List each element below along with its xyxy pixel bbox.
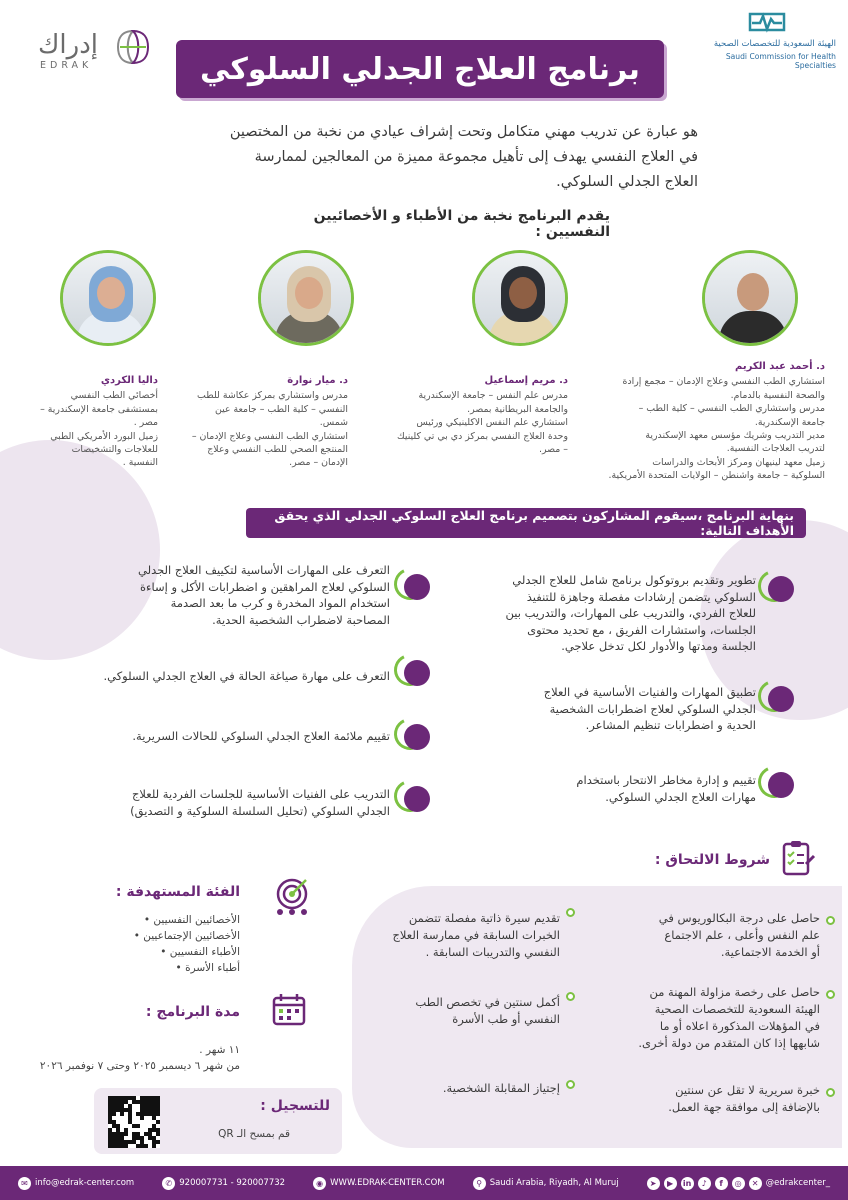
calendar-icon (270, 990, 310, 1030)
doctor-bio-line: الإدمان – مصر. (289, 457, 348, 469)
scfhs-name-en: Saudi Commission for Health Specialties (725, 52, 836, 70)
doctor-bio-line: للعلاجات والتشخيصات (71, 444, 158, 456)
linkedin-icon[interactable]: in (681, 1177, 694, 1190)
goal-item (40, 668, 390, 685)
condition-line: تقديم سيرة ذاتية مفصلة تتضمن (408, 911, 560, 925)
goal-bullet (768, 772, 794, 798)
presenters-heading: يقدم البرنامج نخبة من الأطباء و الأخصائيين النفسيين : (313, 208, 610, 240)
condition-item (590, 910, 820, 961)
doctor-bio-line: المنتجع الصحي للطب النفسي وعلاج (207, 444, 348, 456)
footer-address: ⚲ Saudi Arabia, Riyadh, Al Muruj (473, 1177, 619, 1190)
condition-line: أكمل سنتين في تخصص الطب (415, 995, 560, 1009)
footer-email[interactable]: ✉ info@edrak-center.com (18, 1177, 134, 1190)
clipboard-icon (778, 838, 818, 878)
doctor-card (190, 374, 348, 470)
doctor-bio-line: زميل البورد الأمريكي الطبي (50, 430, 158, 442)
goal-bullet (404, 574, 430, 600)
condition-item (376, 994, 560, 1028)
goal-line: السلوكي لعلاج المراهقين و اضطرابات الأكل و إساءة (140, 579, 390, 594)
condition-bullet (826, 990, 835, 999)
doctor-card (600, 360, 825, 483)
goal-item (60, 562, 390, 628)
goal-bullet (768, 686, 794, 712)
audience-item: أطباء الأسرة • (175, 962, 240, 974)
condition-line: شابهها إذا كان المتقدم من دولة أخرى. (638, 1036, 820, 1050)
goal-line: تطبيق المهارات والفنيات الأساسية في العلاج (543, 685, 756, 699)
telegram-icon[interactable]: ➤ (647, 1177, 660, 1190)
phone-icon: ✆ (162, 1177, 175, 1190)
doctor-name: داليا الكردي (100, 375, 158, 386)
registration-title: للتسجيل : (260, 1098, 330, 1114)
facebook-icon[interactable]: f (715, 1177, 728, 1190)
goal-line: تقييم ملائمة العلاج الجدلي السلوكي للحالات السريرية. (132, 729, 390, 743)
intro-line: العلاج الجدلي السلوكي. (556, 174, 698, 190)
doctor-photo (472, 250, 568, 346)
goal-item (476, 684, 756, 734)
qr-code[interactable] (108, 1096, 160, 1148)
goal-line: التدريب على الفنيات الأساسية للجلسات الفردية للعلاج (131, 787, 390, 801)
footer-social[interactable] (647, 1177, 830, 1190)
heartbeat-icon (746, 8, 788, 36)
duration-details (20, 1042, 240, 1074)
audience-item: الأخصائيين النفسيين • (143, 914, 240, 926)
target-audience-icon (270, 876, 314, 920)
duration-title: مدة البرنامج : (145, 1004, 240, 1020)
doctor-card (18, 374, 158, 470)
registration-text: قم بمسح الـ QR (218, 1128, 290, 1140)
goal-item (456, 572, 756, 655)
footer-bar (0, 1166, 848, 1200)
goal-line: السلوكي يتضمن إرشادات مفصلة وجاهزة للتنفيذ (526, 589, 756, 604)
condition-line: الهيئة السعودية للتخصصات الصحية (654, 1002, 820, 1016)
scfhs-logo (686, 8, 836, 70)
audience-list (100, 912, 240, 976)
condition-line: حاصل على درجة البكالوريوس في (658, 911, 820, 925)
scfhs-name-ar: الهيئة السعودية للتخصصات الصحية (713, 39, 836, 49)
doctor-card (392, 374, 568, 456)
doctor-bio-line: مصر . (133, 417, 158, 429)
admission-title: شروط الالتحاق : (654, 852, 770, 868)
mail-icon: ✉ (18, 1177, 31, 1190)
instagram-icon[interactable]: ◎ (732, 1177, 745, 1190)
doctor-bio-line: مدرس واستشاري الطب النفسي – كلية الطب – (638, 403, 825, 415)
social-handle: @edrakcenter_ (765, 1178, 830, 1188)
doctor-photo (258, 250, 354, 346)
condition-line: بالإضافة إلى موافقة جهة العمل. (668, 1100, 820, 1114)
doctor-name: د. مريم إسماعيل (484, 375, 568, 386)
condition-bullet (826, 1088, 835, 1097)
condition-line: أو الخدمة الاجتماعية. (720, 945, 820, 959)
intro-line: هو عبارة عن تدريب مهني متكامل وتحت إشراف عيادي من نخبة من المختصين (229, 124, 698, 140)
doctor-bio-line: مدرس واستشاري بمركز عكاشة للطب (197, 390, 348, 402)
audience-item: الأطباء النفسيين • (160, 946, 240, 958)
doctor-bio-line: النفسي – كلية الطب – جامعة عين (214, 403, 348, 415)
page-title: برنامج العلاج الجدلي السلوكي (200, 51, 640, 87)
goal-line: للعلاج الفردي، والتدريب على المهارات، والتدريب بين (505, 606, 756, 620)
doctor-bio-line: جامعة الإسكندرية. (754, 416, 825, 428)
duration-dates: من شهر ٦ ديسمبر ٢٠٢٥ وحتى ٧ نوفمبر ٢٠٢٦ (39, 1060, 240, 1072)
goal-line: استخدام المواد المخدرة و كرب ما بعد الصدمة (170, 596, 390, 610)
doctor-bio-line: النفسية . (122, 457, 158, 469)
condition-item (376, 1080, 560, 1097)
goal-bullet (404, 724, 430, 750)
goal-line: الجلسة ومدتها والأدوار لكل تدخل علاجي. (561, 639, 756, 653)
doctor-bio-line: والجامعة البريطانية بمصر. (467, 403, 568, 415)
page-title-banner (176, 40, 664, 98)
condition-bullet (566, 992, 575, 1001)
tiktok-icon[interactable]: ♪ (698, 1177, 711, 1190)
goal-line: الجدلي السلوكي (تحليل السلسلة السلوكية و التصديق) (130, 803, 390, 818)
doctor-bio-line: أخصائي الطب النفسي (70, 390, 158, 402)
goal-line: التعرف على مهارة صياغة الحالة في العلاج الجدلي السلوكي. (103, 669, 390, 683)
doctor-bio-line: بمستشفى جامعة الإسكندرية – (40, 403, 158, 415)
goal-bullet (404, 660, 430, 686)
youtube-icon[interactable]: ▶ (664, 1177, 677, 1190)
condition-line: علم النفس وأعلى ، علم الاجتماع (664, 928, 820, 942)
doctor-name: د. أحمد عبد الكريم (735, 361, 825, 372)
doctor-bio-line: والصحة النفسية بالدمام. (730, 389, 825, 401)
doctor-photo (702, 250, 798, 346)
intro-line: في العلاج النفسي يهدف إلى تأهيل مجموعة مميزة من المعالجين لممارسة (254, 149, 698, 165)
doctor-photo (60, 250, 156, 346)
doctor-bio-line: مدرس علم النفس – جامعة الإسكندرية (418, 390, 568, 402)
condition-item (590, 1082, 820, 1116)
goal-line: المصاحبة لاضطراب الشخصية الحدية. (212, 612, 390, 627)
goal-line: التعرف على المهارات الأساسية لتكييف العلاج الجدلي (137, 563, 390, 577)
goal-bullet (768, 576, 794, 602)
condition-line: النفسي أو طب الأسرة (452, 1012, 560, 1026)
goal-bullet (404, 786, 430, 812)
condition-line: النفسي والتدريبات السابقة . (425, 945, 560, 959)
goal-item (40, 728, 390, 745)
condition-line: إجتياز المقابلة الشخصية. (442, 1081, 560, 1095)
doctor-bio-line: استشاري الطب النفسي وعلاج الإدمان – مجمع إرادة (622, 376, 825, 388)
doctor-bio-line: لتدريب العلاجات النفسية. (726, 443, 825, 455)
audience-title: الفئة المستهدفة : (115, 884, 240, 900)
doctor-bio-line: شمس. (319, 417, 348, 429)
condition-item (580, 984, 820, 1052)
edrak-logo-en: EDRAK (40, 60, 93, 71)
web-icon: ◉ (313, 1177, 326, 1190)
condition-line: في المؤهلات المذكورة اعلاه أو ما (659, 1019, 820, 1033)
doctor-bio-line: وحدة العلاج النفسي بمركز دي بي تي كلينيك (396, 430, 568, 442)
goals-heading: بنهاية البرنامج ،سيقوم المشاركون بتصميم برنامج العلاج السلوكي الجدلي الذي يحقق الأهداف التالية: (246, 508, 806, 538)
duration-months: ١١ شهر . (199, 1044, 240, 1056)
x-icon[interactable]: ✕ (749, 1177, 762, 1190)
doctor-bio-line: استشاري علم النفس الاكلينيكي ورئيس (416, 417, 568, 429)
location-icon: ⚲ (473, 1177, 486, 1190)
goal-line: مهارات العلاج الجدلي السلوكي. (605, 789, 756, 804)
goal-line: تقييم و إدارة مخاطر الانتحار باستخدام (576, 773, 756, 787)
doctor-bio-line: السلوكية – جامعة واشنطن – الولايات المتحدة الأمريكية. (608, 470, 825, 482)
edrak-logo-ar: إدراك (38, 30, 99, 60)
goal-line: تطوير وتقديم بروتوكول برنامج شامل للعلاج الجدلي (512, 573, 756, 587)
goal-item (40, 786, 390, 819)
condition-item (356, 910, 560, 961)
doctor-name: د. ميار نوارة (287, 375, 348, 386)
footer-website[interactable]: ◉ WWW.EDRAK-CENTER.COM (313, 1177, 444, 1190)
doctor-bio-line: – مصر. (539, 444, 568, 456)
goal-item (476, 772, 756, 805)
condition-bullet (566, 1080, 575, 1089)
goal-line: الجلسات، واستشارات الفريق ، مع تحديد محتوى (527, 622, 756, 637)
goal-line: الحدية و اضطرابات تنظيم المشاعر. (585, 718, 756, 732)
footer-phone[interactable]: ✆ 920007731 - 920007732 (162, 1177, 285, 1190)
condition-bullet (566, 908, 575, 917)
goal-line: الجدلي السلوكي لعلاج اضطرابات الشخصية (549, 701, 756, 716)
intro-paragraph (150, 120, 698, 195)
condition-line: الخبرات السابقة في ممارسة العلاج (392, 928, 560, 942)
doctor-bio-line: استشاري الطب النفسي وعلاج الإدمان – (191, 430, 348, 442)
doctor-bio-line: زميل معهد لينيهان ومركز الأبحاث والدراسات (652, 456, 825, 468)
edrak-mark-icon (112, 28, 154, 66)
condition-line: حاصل على رخصة مزاولة المهنة من (649, 985, 820, 999)
condition-bullet (826, 916, 835, 925)
edrak-logo (38, 26, 158, 76)
doctor-bio-line: مدير التدريب وشريك مؤسس معهد الإسكندرية (645, 430, 825, 442)
condition-line: خبرة سريرية لا تقل عن سنتين (675, 1083, 820, 1097)
audience-item: الأخصائيين الإجتماعيين • (133, 930, 240, 942)
